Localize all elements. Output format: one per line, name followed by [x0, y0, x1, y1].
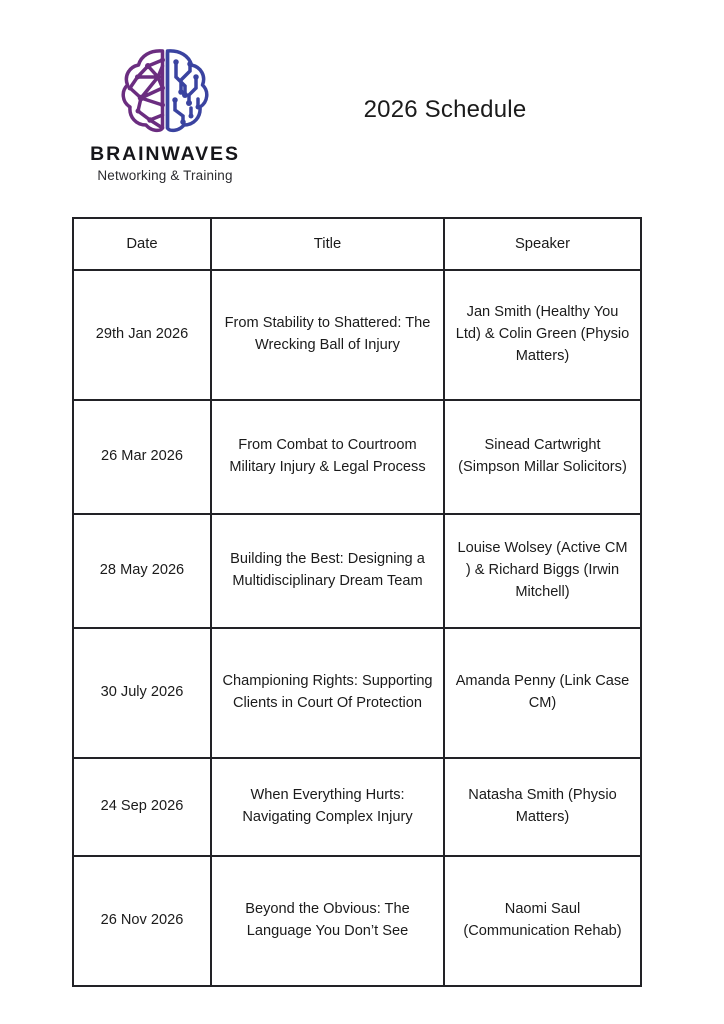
- schedule-table: [72, 217, 642, 987]
- table-row: [73, 628, 641, 758]
- cell-speaker: Natasha Smith (Physio Matters): [444, 758, 641, 856]
- table-row: [73, 758, 641, 856]
- schedule-table-body: [73, 270, 641, 986]
- cell-title: From Stability to Shattered: The Wrecking Ball of Injury: [211, 270, 444, 400]
- document-header: [0, 0, 724, 205]
- logo-tagline: Networking & Training: [97, 168, 233, 184]
- table-row: [73, 514, 641, 628]
- cell-speaker: Amanda Penny (Link Case CM): [444, 628, 641, 758]
- cell-date: 26 Nov 2026: [73, 856, 211, 986]
- page-title: 2026 Schedule: [363, 96, 527, 123]
- table-row: [73, 400, 641, 514]
- cell-title: From Combat to Courtroom Military Injury & Legal Process: [211, 400, 444, 514]
- cell-date: 29th Jan 2026: [73, 270, 211, 400]
- cell-speaker: Louise Wolsey (Active CM ) & Richard Biggs (Irwin Mitchell): [444, 514, 641, 628]
- cell-date: 26 Mar 2026: [73, 400, 211, 514]
- cell-title: Building the Best: Designing a Multidisciplinary Dream Team: [211, 514, 444, 628]
- cell-title: When Everything Hurts: Navigating Complex Injury: [211, 758, 444, 856]
- cell-date: 30 July 2026: [73, 628, 211, 758]
- cell-date: 24 Sep 2026: [73, 758, 211, 856]
- cell-speaker: Sinead Cartwright (Simpson Millar Solicitors): [444, 400, 641, 514]
- table-row: [73, 270, 641, 400]
- cell-speaker: Jan Smith (Healthy You Ltd) & Colin Green (Physio Matters): [444, 270, 641, 400]
- table-row: [73, 856, 641, 986]
- column-header-date: Date: [73, 218, 211, 270]
- cell-title: Beyond the Obvious: The Language You Don’t See: [211, 856, 444, 986]
- brand-logo: [82, 40, 248, 184]
- column-header-speaker: Speaker: [444, 218, 641, 270]
- brain-logo-icon: [115, 40, 215, 140]
- cell-date: 28 May 2026: [73, 514, 211, 628]
- cell-speaker: Naomi Saul (Communication Rehab): [444, 856, 641, 986]
- column-header-title: Title: [211, 218, 444, 270]
- schedule-table-container: [72, 217, 640, 987]
- cell-title: Championing Rights: Supporting Clients in Court Of Protection: [211, 628, 444, 758]
- logo-wordmark: BRAINWAVES: [90, 143, 240, 165]
- table-header-row: [73, 218, 641, 270]
